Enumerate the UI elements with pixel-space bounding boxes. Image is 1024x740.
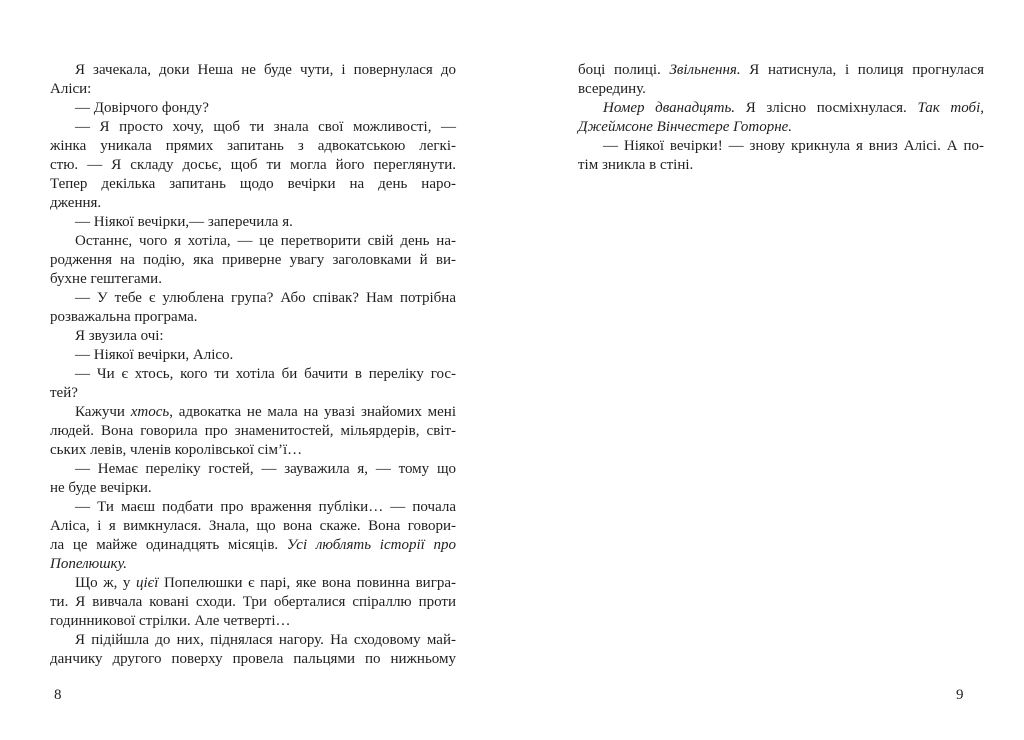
text-run: Аліса, і я вимкнулася. Знала, що вона скаже. Вона говори- [50,518,456,534]
italic-text-run: Звільнення. [669,62,741,78]
text-line [50,631,456,650]
text-line [50,137,456,156]
text-run: Попелюшки є парі, яке вона повинна вигра- [158,575,456,591]
text-run: розважальна програма. [50,309,198,325]
text-run: Я звузила очі: [75,328,164,344]
text-line [50,194,456,213]
text-line [50,232,456,251]
text-run: — Чи є хтось, кого ти хотіла би бачити в переліку гос- [75,366,456,382]
text-run: Що ж, у [75,575,136,591]
text-run: Я зачекала, доки Неша не буде чути, і повернулася до [75,62,456,78]
text-run: тей? [50,385,78,401]
text-run: годинникової стрілки. Але четверті… [50,613,291,629]
italic-text-run: цієї [136,575,159,591]
text-run: бухне гештегами. [50,271,162,287]
text-run: тім зникла в стіні. [578,157,694,173]
text-run: Кажучи [75,404,131,420]
text-line [50,650,456,669]
text-run: боці полиці. [578,62,670,78]
text-run: стю. — Я складу досьє, щоб ти могла його переглянути. [50,157,456,173]
text-line [578,80,984,99]
text-run: Аліси: [50,81,92,97]
text-run: данчику другого поверху провела пальцями по нижньому [50,651,456,667]
text-run: ти. Я вивчала ковані сходи. Три оберталися спіраллю проти [50,594,456,610]
text-line [50,593,456,612]
text-run: — Ніякої вечірки! — знову крикнула я вниз Алісі. А по- [603,138,984,154]
text-run: — Я просто хочу, щоб ти знала свої можливості, — [75,119,456,135]
text-line [578,137,984,156]
text-line [50,555,456,574]
left-page-number: 8 [54,687,62,703]
italic-text-run: Так тобі, [917,100,984,116]
right-page-number: 9 [956,687,964,703]
italic-text-run: Попелюшку. [50,556,128,572]
text-run: Тепер декілька запитань щодо вечірки на день наро- [50,176,456,192]
text-line [50,574,456,593]
italic-text-run: Номер дванадцять. [603,100,736,116]
text-line [50,327,456,346]
text-run: Останнє, чого я хотіла, — це перетворити свій день на- [75,233,456,249]
text-run: — Ти маєш подбати про враження публіки… — почала [75,499,456,515]
text-run: всередину. [578,81,646,97]
text-line [50,308,456,327]
text-line [50,403,456,422]
text-run: родження на подію, яка приверне увагу заголовками й ви- [50,252,456,268]
text-line [50,80,456,99]
italic-text-run: Усі люблять історії про [286,537,457,553]
italic-text-run: хтось [130,404,170,420]
text-run: , адвокатка не мала на увазі знайомих мені [169,404,457,420]
text-line [50,365,456,384]
text-line [578,99,984,118]
text-line [50,289,456,308]
text-line [50,251,456,270]
text-run: Я натиснула, і полиця прогнулася [740,62,984,78]
text-run: — У тебе є улюблена група? Або співак? Нам потрібна [75,290,456,306]
right-page-text-column [578,61,984,175]
left-page-text-column [50,61,456,669]
text-run: — Ніякої вечірки, Алісо. [75,347,234,363]
text-line [50,422,456,441]
text-line [50,175,456,194]
text-run: не буде вечірки. [50,480,152,496]
text-line [578,156,984,175]
text-line [578,118,984,137]
text-line [50,213,456,232]
text-line [50,460,456,479]
text-line [50,61,456,80]
text-line [50,384,456,403]
text-line [50,517,456,536]
text-run: людей. Вона говорила про знаменитостей, мільярдерів, світ- [50,423,456,439]
text-line [50,479,456,498]
text-run: — Немає переліку гостей, — зауважила я, — тому що [75,461,456,477]
text-run: ських левів, членів королівської сім’ї… [50,442,303,458]
text-run: Я підійшла до них, піднялася нагору. На сходовому май- [75,632,456,648]
text-run: — Ніякої вечірки,— заперечила я. [75,214,293,230]
text-line [50,270,456,289]
text-line [50,118,456,137]
text-run: — Довірчого фонду? [75,100,209,116]
text-line [50,536,456,555]
text-line [50,498,456,517]
text-run: Я злісно посміхнулася. [735,100,918,116]
text-run: ла це майже одинадцять місяців. [50,537,287,553]
italic-text-run: Джеймсоне Вінчестере Готорне. [578,119,793,135]
text-run: жінка уникала прямих запитань з адвокатською легкі- [50,138,456,154]
text-run: дження. [50,195,102,211]
text-line [50,346,456,365]
text-line [50,441,456,460]
text-line [578,61,984,80]
text-line [50,612,456,631]
text-line [50,99,456,118]
text-line [50,156,456,175]
